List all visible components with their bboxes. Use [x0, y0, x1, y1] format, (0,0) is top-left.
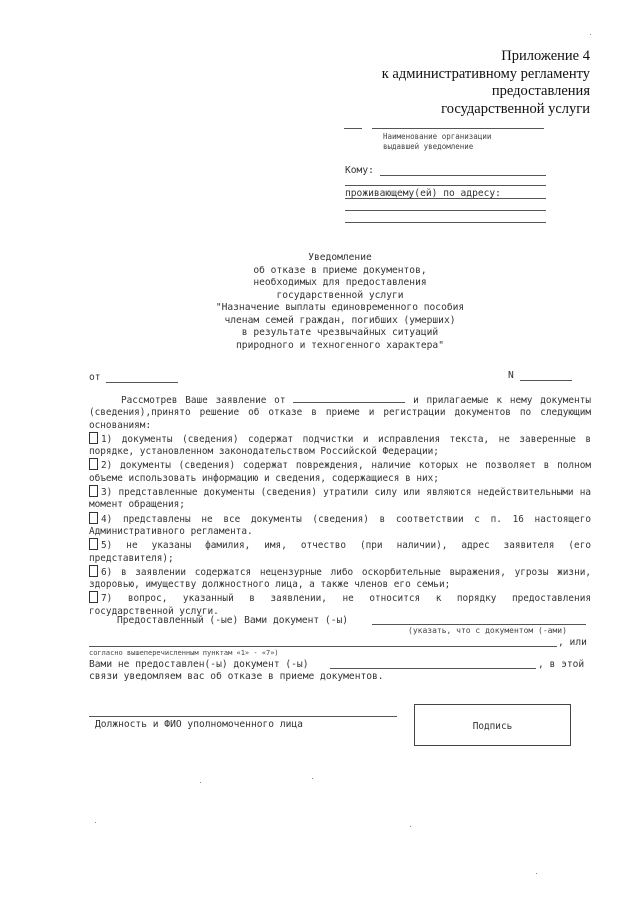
scan-speck	[200, 782, 201, 783]
presented-docs-hint: (указать, что с документом (-ами)	[408, 626, 567, 635]
signature-label: Подпись	[472, 721, 513, 732]
not-presented-label: Вами не предоставлен(-ы) документ (-ы)	[89, 659, 309, 670]
annex-line-3: предоставления	[491, 83, 590, 99]
date-field	[106, 382, 178, 383]
scan-speck	[312, 778, 313, 779]
checkbox-reason-2[interactable]	[89, 458, 98, 470]
reason-7: 7) вопрос, указанный в заявлении, не относится к порядку предоставления государственной услуги.	[89, 593, 591, 617]
scan-speck	[536, 873, 537, 874]
presented-docs-label: Предоставленный (-ые) Вами документ (-ы)	[117, 615, 349, 626]
scan-speck	[410, 826, 411, 827]
org-caption: Наименование организации выдавшей уведомление	[383, 132, 492, 151]
checkbox-reason-4[interactable]	[89, 512, 98, 524]
reason-1: 1) документы (сведения) содержат подчистки и исправления текста, не заверенные в порядке, установленном законодательством Российской Федерации;	[89, 433, 591, 458]
to-label: Кому:	[345, 165, 374, 176]
notice-title-block: Уведомление об отказе в приеме документов, необходимых для предоставления государственной услуги "Назначение выплаты единовременного пособия членам семей граждан, погибших (умерших) в результате чрезвычайных ситуаций природного и техногенного характера"	[180, 252, 500, 352]
address-field-2	[345, 210, 546, 211]
reason-5: 5) не указаны фамилия, имя, отчество (при наличии), адрес заявителя (его представителя);	[89, 540, 591, 564]
notice-title: Уведомление	[308, 252, 372, 263]
org-field-prefix-line	[344, 128, 362, 129]
reason-4: 4) представлены не все документы (сведения) в соответствии с п. 16 настоящего Административного регламента.	[89, 513, 591, 537]
to-field-2	[345, 185, 546, 186]
intro-paragraph: Рассмотрев Ваше заявление от и прилагаемые к нему документы (сведения),принято решение об отказе в приеме и регистрации документов по следующим основаниям:	[89, 395, 591, 431]
to-field	[380, 175, 546, 176]
address-label: проживающему(ей) по адресу:	[345, 188, 501, 199]
scan-speck	[590, 34, 591, 35]
checkbox-reason-3[interactable]	[89, 485, 98, 497]
address-field-1	[345, 198, 546, 199]
not-presented-field	[330, 668, 536, 669]
or-text: , или	[558, 637, 587, 648]
checkbox-reason-6[interactable]	[89, 565, 98, 577]
checkbox-reason-5[interactable]	[89, 538, 98, 550]
number-field	[520, 380, 572, 381]
reason-6: 6) в заявлении содержатся нецензурные либо оскорбительные выражения, угрозы жизни, здоровью, имуществу должностного лица, а также членов его семьи;	[89, 566, 591, 591]
reason-2: 2) документы (сведения) содержат повреждения, наличие которых не позволяет в полном объеме использовать информацию и сведения, содержащиеся в них;	[89, 460, 591, 484]
position-label: Должность и ФИО уполномоченного лица	[95, 719, 303, 730]
refusal-notice-text: связи уведомляем вас об отказе в приеме документов.	[89, 671, 384, 682]
presented-docs-field-2	[89, 646, 557, 647]
per-items-text: согласно вышеперечисленным пунктам «1» - «7»)	[89, 649, 279, 657]
annex-line-1: Приложение 4	[501, 48, 590, 64]
notice-body	[89, 394, 591, 618]
position-field	[89, 716, 397, 717]
date-from-label: от	[89, 372, 101, 383]
checkbox-reason-1[interactable]	[89, 432, 98, 444]
checkbox-reason-7[interactable]	[89, 591, 98, 603]
address-field-3	[345, 222, 546, 223]
annex-line-4: государственной услуги	[441, 100, 590, 117]
signature-box[interactable]	[414, 704, 571, 746]
reason-3: 3) представленные документы (сведения) утратили силу или являются недействительными на момент обращения;	[89, 487, 591, 511]
in-this-text: , в этой	[538, 659, 585, 670]
presented-docs-field	[372, 624, 586, 625]
annex-line-2: к административному регламенту	[381, 65, 590, 82]
annex-header	[382, 48, 590, 118]
application-date-field	[293, 394, 405, 403]
number-label: N	[508, 370, 514, 381]
org-field-line	[372, 128, 544, 129]
scan-speck	[95, 822, 96, 823]
